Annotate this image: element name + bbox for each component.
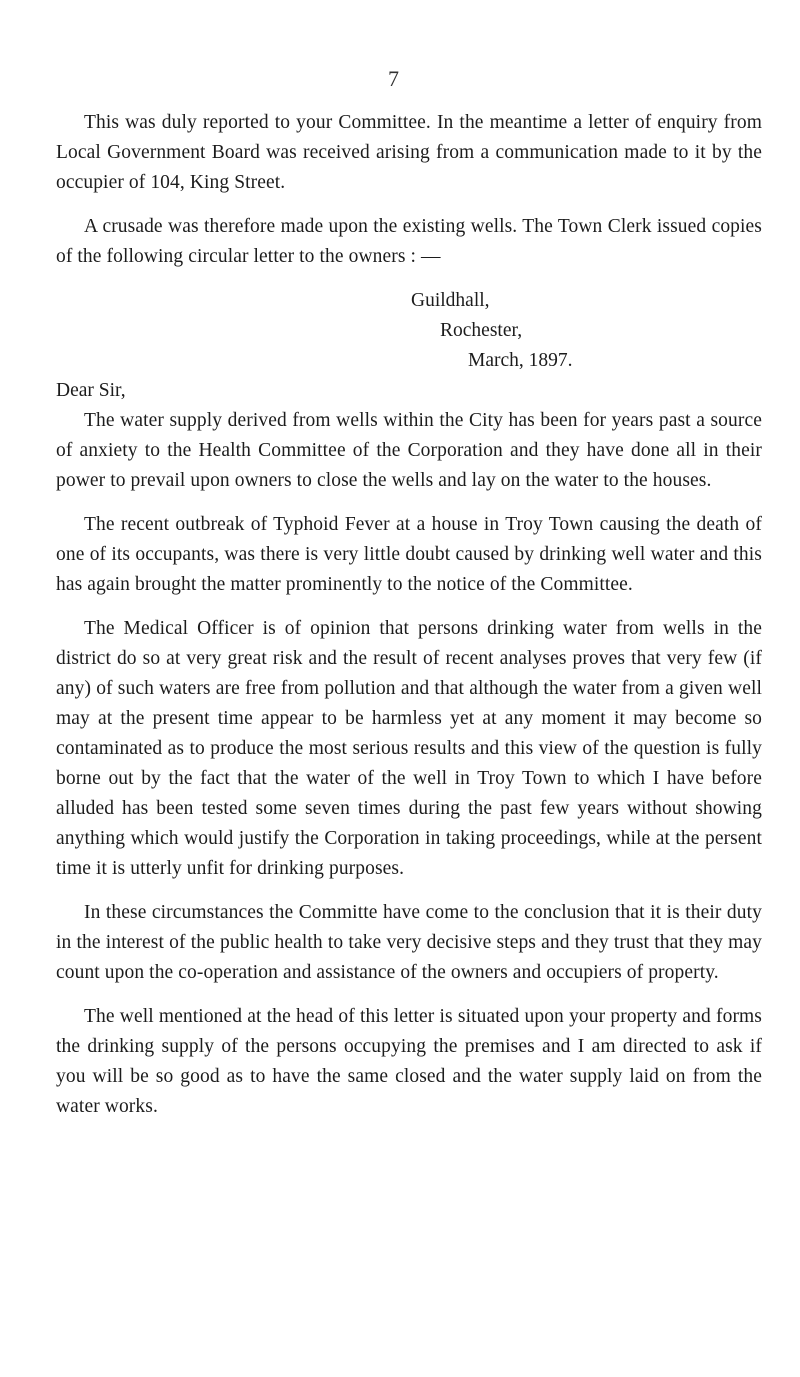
letter-paragraph-1: The water supply derived from wells within the City has been for years past a source of anxiety to the Health Committee of the Corporation and they have done all in their power to prevail upon owners to close the wells and lay on the water to the houses.	[56, 410, 762, 491]
intro-paragraph-1: This was duly reported to your Committee. In the meantime a letter of enquiry from Local Government Board was received arising from a communication made to it by the occupier of 104, King Street.	[56, 112, 762, 193]
letter-paragraph-2: The recent outbreak of Typhoid Fever at a house in Troy Town causing the death of one of its occupants, was there is very little doubt caused by drinking well water and this has again brought the matter prominently to the notice of the Committee.	[56, 514, 762, 595]
page-number: 7	[388, 66, 399, 91]
body-text	[56, 108, 762, 1136]
letter-paragraph-3: The Medical Officer is of opinion that persons drinking water from wells in the district do so at very great risk and the result of recent analyses proves that very few (if any) of such waters are free from pollution and that although the water from a given well may at the present time appear to be harmless yet at any moment it may become so contaminated as to produce the most serious results and this view of the question is fully borne out by the fact that the water of the well in Troy Town to which I have before alluded has been tested some seven times during the past few years without showing anything which would justify the Corporation in taking proceedings, while at the persent time it is utterly unfit for drinking purposes.	[56, 618, 762, 879]
letter-paragraph-5: The well mentioned at the head of this letter is situated upon your property and forms the drinking supply of the persons occupying the premises and I am directed to ask if you will be so good as to have the same closed and the water supply laid on from the water works.	[56, 1006, 762, 1117]
letter-address	[56, 286, 762, 376]
intro-paragraph-2: A crusade was therefore made upon the existing wells. The Town Clerk issued copies of the following circular letter to the owners : —	[56, 216, 762, 267]
letter-salutation: Dear Sir,	[56, 380, 126, 401]
address-line-date: March, 1897.	[468, 350, 573, 371]
letter-paragraph-4: In these circumstances the Committe have come to the conclusion that it is their duty in the interest of the public health to take very decisive steps and they trust that they may count upon the co-operation and assistance of the owners and occupiers of property.	[56, 902, 762, 983]
address-line-guildhall: Guildhall,	[411, 290, 490, 311]
address-line-city: Rochester,	[440, 320, 523, 341]
